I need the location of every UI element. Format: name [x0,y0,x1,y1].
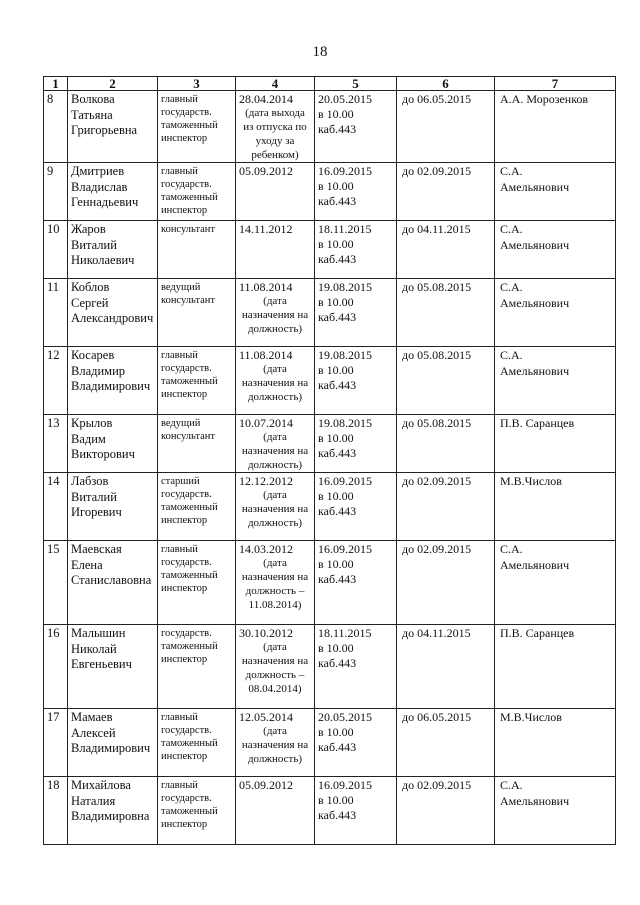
table-row [44,541,616,625]
responsible-cell [495,279,616,347]
row-number-cell: 11 [44,279,68,347]
cell-line: 20.05.2015 [318,710,372,724]
cell-line: главный [161,780,198,791]
cell-line: таможенный [161,376,218,387]
cell-line: 05.09.2012 [239,778,293,792]
table-row [44,473,616,541]
cell-line: ведущий [161,418,201,429]
cell-line: Евгеньевич [71,657,132,671]
cell-line: в 10.00 [318,641,354,655]
deadline-cell: до 05.08.2015 [397,415,495,473]
appointment-date-cell [236,473,315,541]
cell-line: главный [161,94,198,105]
cell-line: в 10.00 [318,179,354,193]
cell-line: Жаров [71,222,106,236]
cell-line: А.А. Морозенков [500,92,589,106]
cell-line: назначения на [241,377,309,389]
row-number-cell: 12 [44,347,68,415]
cell-line: в 10.00 [318,557,354,571]
exam-date-cell [315,91,397,163]
responsible-cell [495,541,616,625]
exam-date-cell [315,279,397,347]
cell-line: Малышин [71,626,126,640]
position-cell [158,709,236,777]
column-header: 3 [158,77,236,91]
cell-line: 18.11.2015 [318,626,372,640]
employee-name-cell [68,541,158,625]
employee-name-cell [68,221,158,279]
cell-line: Татьяна [71,107,113,122]
cell-line: С.А. [500,542,523,556]
appointment-date-cell [236,279,315,347]
cell-line: 16.09.2015 [318,542,372,556]
cell-line: государств. [161,628,212,639]
cell-line: Владислав [71,179,128,194]
cell-line: Николаевич [71,253,135,267]
exam-date-cell [315,625,397,709]
cell-line: Игоревич [71,505,122,519]
cell-line: таможенный [161,502,218,513]
cell-line: 19.08.2015 [318,348,372,362]
position-cell [158,415,236,473]
cell-line: (дата [263,431,287,443]
deadline-cell: до 04.11.2015 [397,625,495,709]
cell-line: Амельянович [500,363,570,378]
responsible-cell [495,709,616,777]
deadline-cell: до 06.05.2015 [397,709,495,777]
cell-line: государств. [161,179,212,190]
cell-line: Елена [71,557,103,572]
cell-line: главный [161,712,198,723]
cell-line: Владимир [71,363,126,378]
row-number-cell: 17 [44,709,68,777]
cell-line: 19.08.2015 [318,416,372,430]
responsible-cell [495,221,616,279]
cell-line: П.В. Саранцев [500,416,575,430]
cell-line: Алексей [71,725,116,740]
position-cell [158,163,236,221]
cell-line: (дата выхода [245,107,305,119]
cell-line: (дата [263,489,287,501]
deadline-cell: до 04.11.2015 [397,221,495,279]
cell-line: инспектор [161,751,208,762]
position-cell [158,347,236,415]
cell-line: Виталий [71,489,117,504]
employee-name-cell [68,347,158,415]
cell-line: (дата [263,725,287,737]
cell-line: М.В.Числов [500,710,562,724]
deadline-cell: до 02.09.2015 [397,541,495,625]
exam-date-cell [315,473,397,541]
cell-line: М.В.Числов [500,474,562,488]
column-header: 7 [495,77,616,91]
cell-line: главный [161,544,198,555]
cell-line: инспектор [161,205,208,216]
employee-name-cell [68,163,158,221]
cell-line: таможенный [161,192,218,203]
row-number-cell: 18 [44,777,68,845]
cell-line: инспектор [161,133,208,144]
cell-line: 30.10.2012 [239,626,293,640]
cell-line: должность) [247,517,303,529]
cell-line: инспектор [161,515,208,526]
schedule-table [43,76,616,845]
appointment-date-cell [236,709,315,777]
deadline-cell: до 02.09.2015 [397,777,495,845]
cell-line: государств. [161,793,212,804]
cell-line: таможенный [161,570,218,581]
cell-line: в 10.00 [318,295,354,309]
cell-line: Волкова [71,92,115,106]
cell-line: Станиславовна [71,573,152,587]
table-row [44,347,616,415]
cell-line: Амельянович [500,557,570,572]
cell-line: таможенный [161,120,218,131]
cell-line: в 10.00 [318,793,354,807]
row-number-cell: 16 [44,625,68,709]
appointment-date-cell [236,91,315,163]
cell-line: 20.05.2015 [318,92,372,106]
cell-line: Амельянович [500,295,570,310]
cell-line: каб.443 [318,572,357,586]
cell-line: должность) [247,323,303,335]
cell-line: Григорьевна [71,123,138,137]
cell-line: П.В. Саранцев [500,626,575,640]
cell-line: в 10.00 [318,237,354,251]
employee-name-cell [68,91,158,163]
exam-date-cell [315,709,397,777]
cell-line: назначения на [241,655,309,667]
cell-line: Владимировна [71,809,150,823]
cell-line: С.А. [500,348,523,362]
cell-line: инспектор [161,583,208,594]
responsible-cell [495,347,616,415]
cell-line: (дата [263,641,287,653]
cell-line: 11.08.2014 [239,280,293,294]
exam-date-cell [315,347,397,415]
cell-line: в 10.00 [318,363,354,377]
column-header: 1 [44,77,68,91]
cell-line: уходу за [255,135,295,147]
cell-line: ребенком) [251,149,299,161]
page-number: 18 [312,44,328,60]
responsible-cell [495,473,616,541]
exam-date-cell [315,415,397,473]
cell-line: должность – [245,669,305,681]
cell-line: 28.04.2014 [239,92,293,106]
exam-date-cell [315,777,397,845]
cell-line: 11.08.2014) [248,599,302,611]
cell-line: государств. [161,363,212,374]
cell-line: Николай [71,641,117,656]
cell-line: Владимирович [71,741,151,755]
table-row [44,221,616,279]
cell-line: консультант [161,295,215,306]
cell-line: Геннадьевич [71,195,139,209]
appointment-date-cell [236,777,315,845]
cell-line: Крылов [71,416,113,430]
cell-line: Викторович [71,447,135,461]
cell-line: должность – [245,585,305,597]
row-number-cell: 9 [44,163,68,221]
cell-line: инспектор [161,654,208,665]
cell-line: государств. [161,725,212,736]
deadline-cell: до 06.05.2015 [397,91,495,163]
cell-line: каб.443 [318,252,357,266]
row-number-cell: 14 [44,473,68,541]
appointment-date-cell [236,415,315,473]
cell-line: назначения на [241,503,309,515]
cell-line: Наталия [71,793,116,808]
deadline-cell: до 02.09.2015 [397,473,495,541]
cell-line: каб.443 [318,740,357,754]
cell-line: (дата [263,295,287,307]
cell-line: таможенный [161,806,218,817]
table-row [44,163,616,221]
cell-line: С.А. [500,222,523,236]
employee-name-cell [68,473,158,541]
cell-line: инспектор [161,389,208,400]
cell-line: каб.443 [318,504,357,518]
appointment-date-cell [236,163,315,221]
table-row [44,279,616,347]
cell-line: 16.09.2015 [318,164,372,178]
cell-line: таможенный [161,738,218,749]
cell-line: должность) [247,753,303,765]
cell-line: 11.08.2014 [239,348,293,362]
cell-line: назначения на [241,309,309,321]
cell-line: Вадим [71,431,106,446]
cell-line: должность) [247,391,303,403]
cell-line: ведущий [161,282,201,293]
cell-line: С.А. [500,164,523,178]
cell-line: консультант [161,431,215,442]
cell-line: каб.443 [318,122,357,136]
employee-name-cell [68,709,158,777]
column-header: 2 [68,77,158,91]
cell-line: Амельянович [500,237,570,252]
cell-line: (дата [263,557,287,569]
cell-line: Амельянович [500,793,570,808]
appointment-date-cell [236,221,315,279]
position-cell [158,221,236,279]
cell-line: 12.12.2012 [239,474,293,488]
employee-name-cell [68,625,158,709]
cell-line: из отпуска по [243,121,307,133]
deadline-cell: до 02.09.2015 [397,163,495,221]
cell-line: 19.08.2015 [318,280,372,294]
responsible-cell [495,91,616,163]
position-cell [158,91,236,163]
cell-line: Амельянович [500,179,570,194]
deadline-cell: до 05.08.2015 [397,279,495,347]
cell-line: Владимирович [71,379,151,393]
exam-date-cell [315,221,397,279]
cell-line: Александрович [71,311,154,325]
cell-line: 14.11.2012 [239,222,293,236]
cell-line: государств. [161,107,212,118]
exam-date-cell [315,541,397,625]
employee-name-cell [68,279,158,347]
cell-line: 18.11.2015 [318,222,372,236]
row-number-cell: 10 [44,221,68,279]
cell-line: Мамаев [71,710,113,724]
cell-line: главный [161,166,198,177]
cell-line: 08.04.2014) [248,683,302,695]
responsible-cell [495,163,616,221]
cell-line: 05.09.2012 [239,164,293,178]
cell-line: каб.443 [318,656,357,670]
cell-line: 12.05.2014 [239,710,293,724]
cell-line: должность) [247,459,303,471]
cell-line: (дата [263,363,287,375]
responsible-cell [495,625,616,709]
row-number-cell: 8 [44,91,68,163]
column-header: 6 [397,77,495,91]
table-row [44,777,616,845]
cell-line: 10.07.2014 [239,416,293,430]
cell-line: инспектор [161,819,208,830]
cell-line: консультант [161,224,215,235]
cell-line: Дмитриев [71,164,125,178]
appointment-date-cell [236,541,315,625]
cell-line: 16.09.2015 [318,474,372,488]
column-header: 5 [315,77,397,91]
cell-line: 14.03.2012 [239,542,293,556]
cell-line: назначения на [241,445,309,457]
appointment-date-cell [236,347,315,415]
table-row [44,709,616,777]
position-cell [158,473,236,541]
cell-line: Маевская [71,542,122,556]
responsible-cell [495,415,616,473]
cell-line: Виталий [71,237,117,252]
cell-line: Лабзов [71,474,109,488]
cell-line: Сергей [71,295,109,310]
cell-line: в 10.00 [318,431,354,445]
column-header: 4 [236,77,315,91]
cell-line: каб.443 [318,194,357,208]
row-number-cell: 13 [44,415,68,473]
cell-line: старший [161,476,200,487]
cell-line: назначения на [241,571,309,583]
cell-line: в 10.00 [318,107,354,121]
table-row [44,91,616,163]
cell-line: Коблов [71,280,110,294]
cell-line: Косарев [71,348,115,362]
cell-line: каб.443 [318,808,357,822]
position-cell [158,279,236,347]
employee-name-cell [68,777,158,845]
appointment-date-cell [236,625,315,709]
responsible-cell [495,777,616,845]
position-cell [158,625,236,709]
position-cell [158,777,236,845]
cell-line: каб.443 [318,446,357,460]
cell-line: таможенный [161,641,218,652]
cell-line: государств. [161,489,212,500]
deadline-cell: до 05.08.2015 [397,347,495,415]
cell-line: главный [161,350,198,361]
table-row [44,415,616,473]
table-row [44,625,616,709]
cell-line: С.А. [500,280,523,294]
header-row [44,77,616,91]
cell-line: С.А. [500,778,523,792]
cell-line: в 10.00 [318,725,354,739]
position-cell [158,541,236,625]
cell-line: каб.443 [318,378,357,392]
exam-date-cell [315,163,397,221]
cell-line: в 10.00 [318,489,354,503]
employee-name-cell [68,415,158,473]
cell-line: государств. [161,557,212,568]
row-number-cell: 15 [44,541,68,625]
cell-line: каб.443 [318,310,357,324]
cell-line: назначения на [241,739,309,751]
cell-line: 16.09.2015 [318,778,372,792]
cell-line: Михайлова [71,778,131,792]
